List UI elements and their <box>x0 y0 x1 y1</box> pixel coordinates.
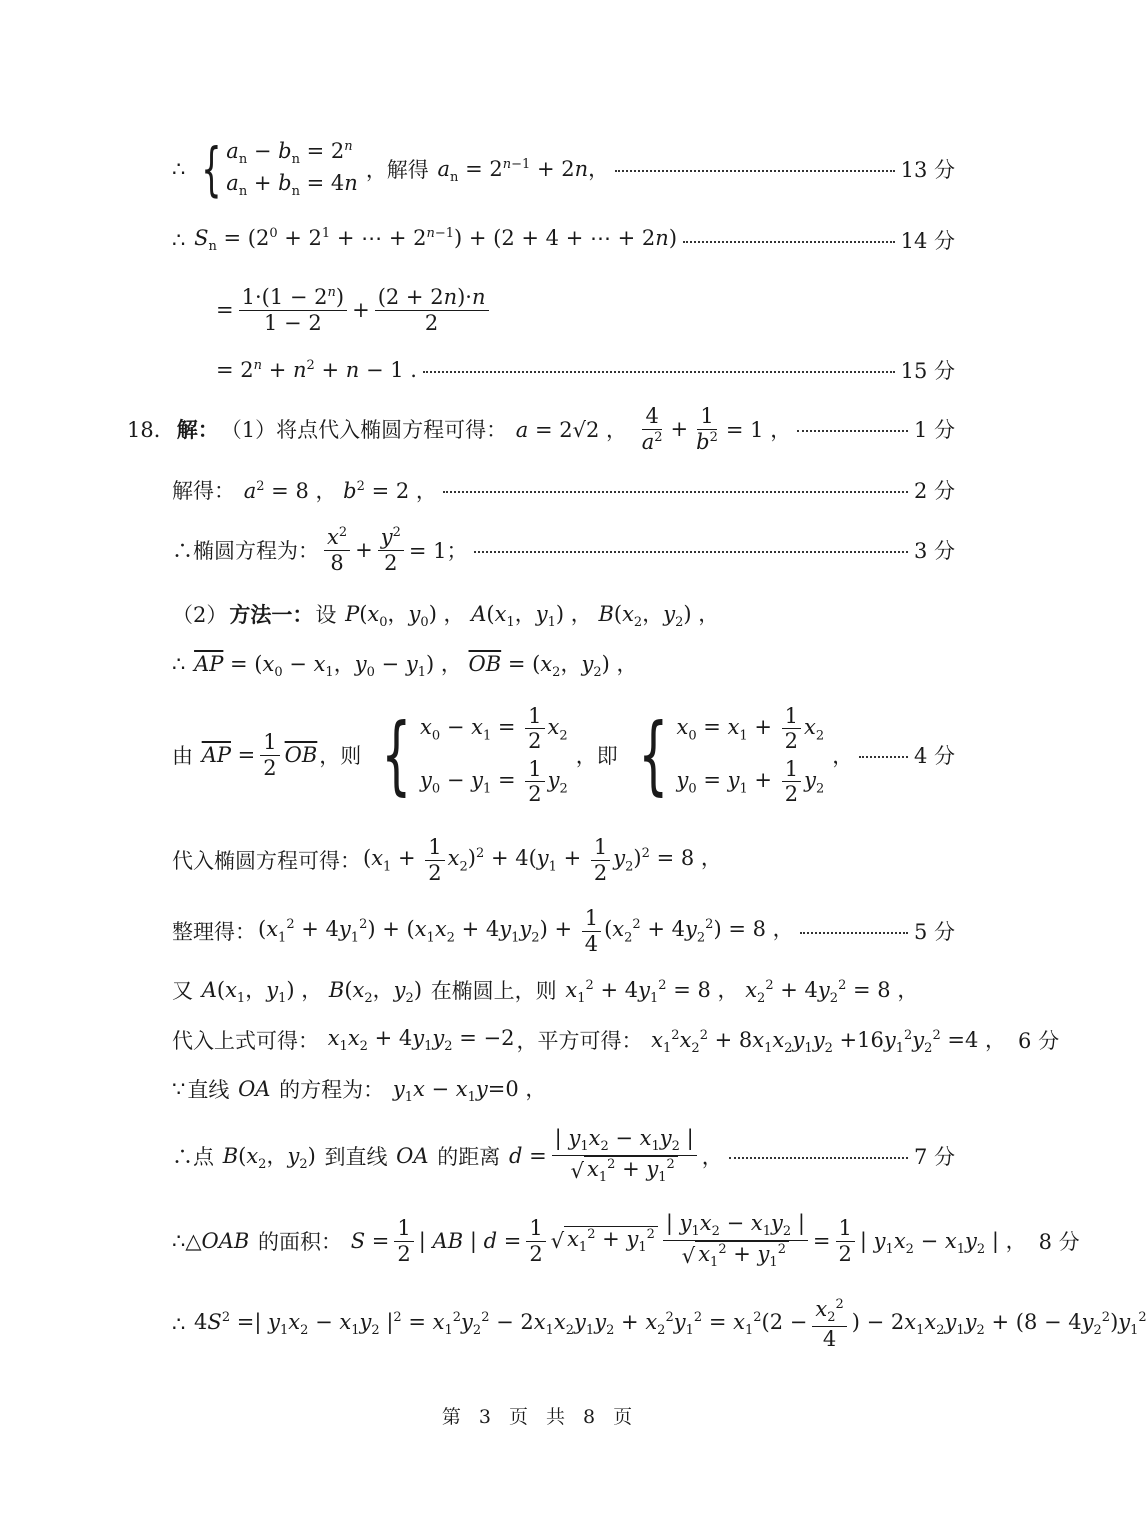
solution-line-15: = $2^n + n^2 + n - 1$ . 15 分 <box>216 358 955 383</box>
question-18-line-12: ∴点 $B(x_2$，$y_2$) 到直线 OA 的距离 d = | $y_1x_2 - x_1y_2$ | √ $x_1^2 + y_1^2$ ， 7 分 <box>172 1125 955 1186</box>
question-18-line-11: ∵ 直线 OA 的方程为： $y_1x - x_1y=0$ ， <box>172 1076 547 1106</box>
solution-line-14: ∴ $S_n = (2^0 + 2^1$ + ⋯ + $2^{n-1}) + (2 + 4$ + ⋯ + 2n) 14 分 <box>172 225 955 255</box>
dot-leader <box>615 170 894 172</box>
question-18-line-8: 整理得： $(x_1^2 + 4y_1^2) + (x_1x_2 + 4y_1y_2)$ + $\frac{1}{4}$ $(x_2^2 + 4y_2^2) = 8$ ， 5 分 <box>172 906 955 956</box>
solve-text: ，解得 <box>365 158 429 182</box>
question-18-line-3: ∴椭圆方程为： $\frac{x^2}{8}$ + $\frac{y^2}{2}$ = 1； 3 分 <box>172 525 955 575</box>
page-footer: 第 3 页 共 8 页 <box>441 1406 639 1428</box>
question-number: 18． <box>127 418 175 442</box>
question-18-line-6: 由 $\overline{AP}$ = $\frac{1}{2}$ $\overline{OB}$ ，则 { $x_0 - x_1$ = $\frac{1}{2}$ $x_2$ $y_0 - y_1$ = $\frac{1}{2}$ $y_2$ ，即 { $x_0 = x_1$ + $\frac{1}{2}$ $x_2$ $y_0 = y_1$ + $\frac{1}{2}$ $y_2$ ， 4 分 <box>172 703 955 807</box>
question-18-line-14: ∴ $4S^2$ =| $y_1x_2 - x_1y_2$ $|^2 = x_1^2y_2^2 - 2x_1x_2y_1y_2 + x_2^2y_1^2 = x_1^2(2$ − $\frac{x_2^2}{4}$ ) − $2x_1x_2y_1y_2 + (8 - 4y_2^2)y_1^2$ <box>172 1296 1147 1351</box>
question-18-line-9: 又 $A(x_1$，$y_1$) ， $B(x_2$，$y_2$) 在椭圆上，则 $x_1^2 + 4y_1^2 = 8$ ， $x_2^2 + 4y_2^2 = 8$ ， <box>172 977 919 1007</box>
question-18-line-7: 代入椭圆方程可得： ($x_1$ + $\frac{1}{2}$ $x_2)^2 + 4(y_1$ + $\frac{1}{2}$ $y_2)^2 = 8$ ， <box>172 835 722 885</box>
question-18-line-10: 代入上式可得： $x_1x_2 + 4y_1y_2 = -2$ ，平方可得： $x_1^2x_2^2 + 8x_1x_2y_1y_2 +16y_1^2y_2^2 =4$ ， 6 分 <box>172 1025 1060 1057</box>
equation-system: { $a_n - b_n = 2^n$ $a_n + b_n = 4n$ <box>201 135 358 203</box>
question-18-line-13: ∴△OAB 的面积： S = $\frac{1}{2}$ | AB | d = $\frac{1}{2}$ √ $x_1^2 + y_1^2$ | $y_1x_2 - x_1y_2$ | √ $x_1^2 + y_1^2$ = $\frac{1}{2}$ | $y_1x_2 - x_1y_2$ | ， 8 分 <box>172 1210 1080 1271</box>
solution-line-sum: = $\frac{1\cdot(1 - 2^n)}{1 - 2}$ + $\frac{(2 + 2n)\cdot n}{2}$ <box>216 280 955 340</box>
therefore-symbol: ∴ <box>172 157 186 181</box>
question-18-line-4: （2） 方法一： 设 $P(x_0$，$y_0$) ， $A(x_1$，$y_1$) ， $B(x_2$，$y_2$) ， <box>172 601 720 631</box>
score-label: 13 分 <box>900 158 955 182</box>
solution-line-13: ∴ { $a_n - b_n = 2^n$ $a_n + b_n = 4n$ ，解得 $a_n = 2^{n-1} + 2n$， 13 分 <box>172 135 955 203</box>
question-18-line-1: 18． 解： （1）将点代入椭圆方程可得： a = 2√2 ， $\frac{4}{a^2}$ + $\frac{1}{b^2}$ = 1 ， 1 分 <box>127 404 955 454</box>
question-18-line-2: 解得： $a^2 = 8$ ， $b^2 = 2$ ， 2 分 <box>172 479 955 503</box>
question-18-line-5: ∴ $\overline{AP} = (x_0 - x_1$，$y_0 - y_1$) ， $\overline{OB} = (x_2$，$y_2$) ， <box>172 651 638 681</box>
